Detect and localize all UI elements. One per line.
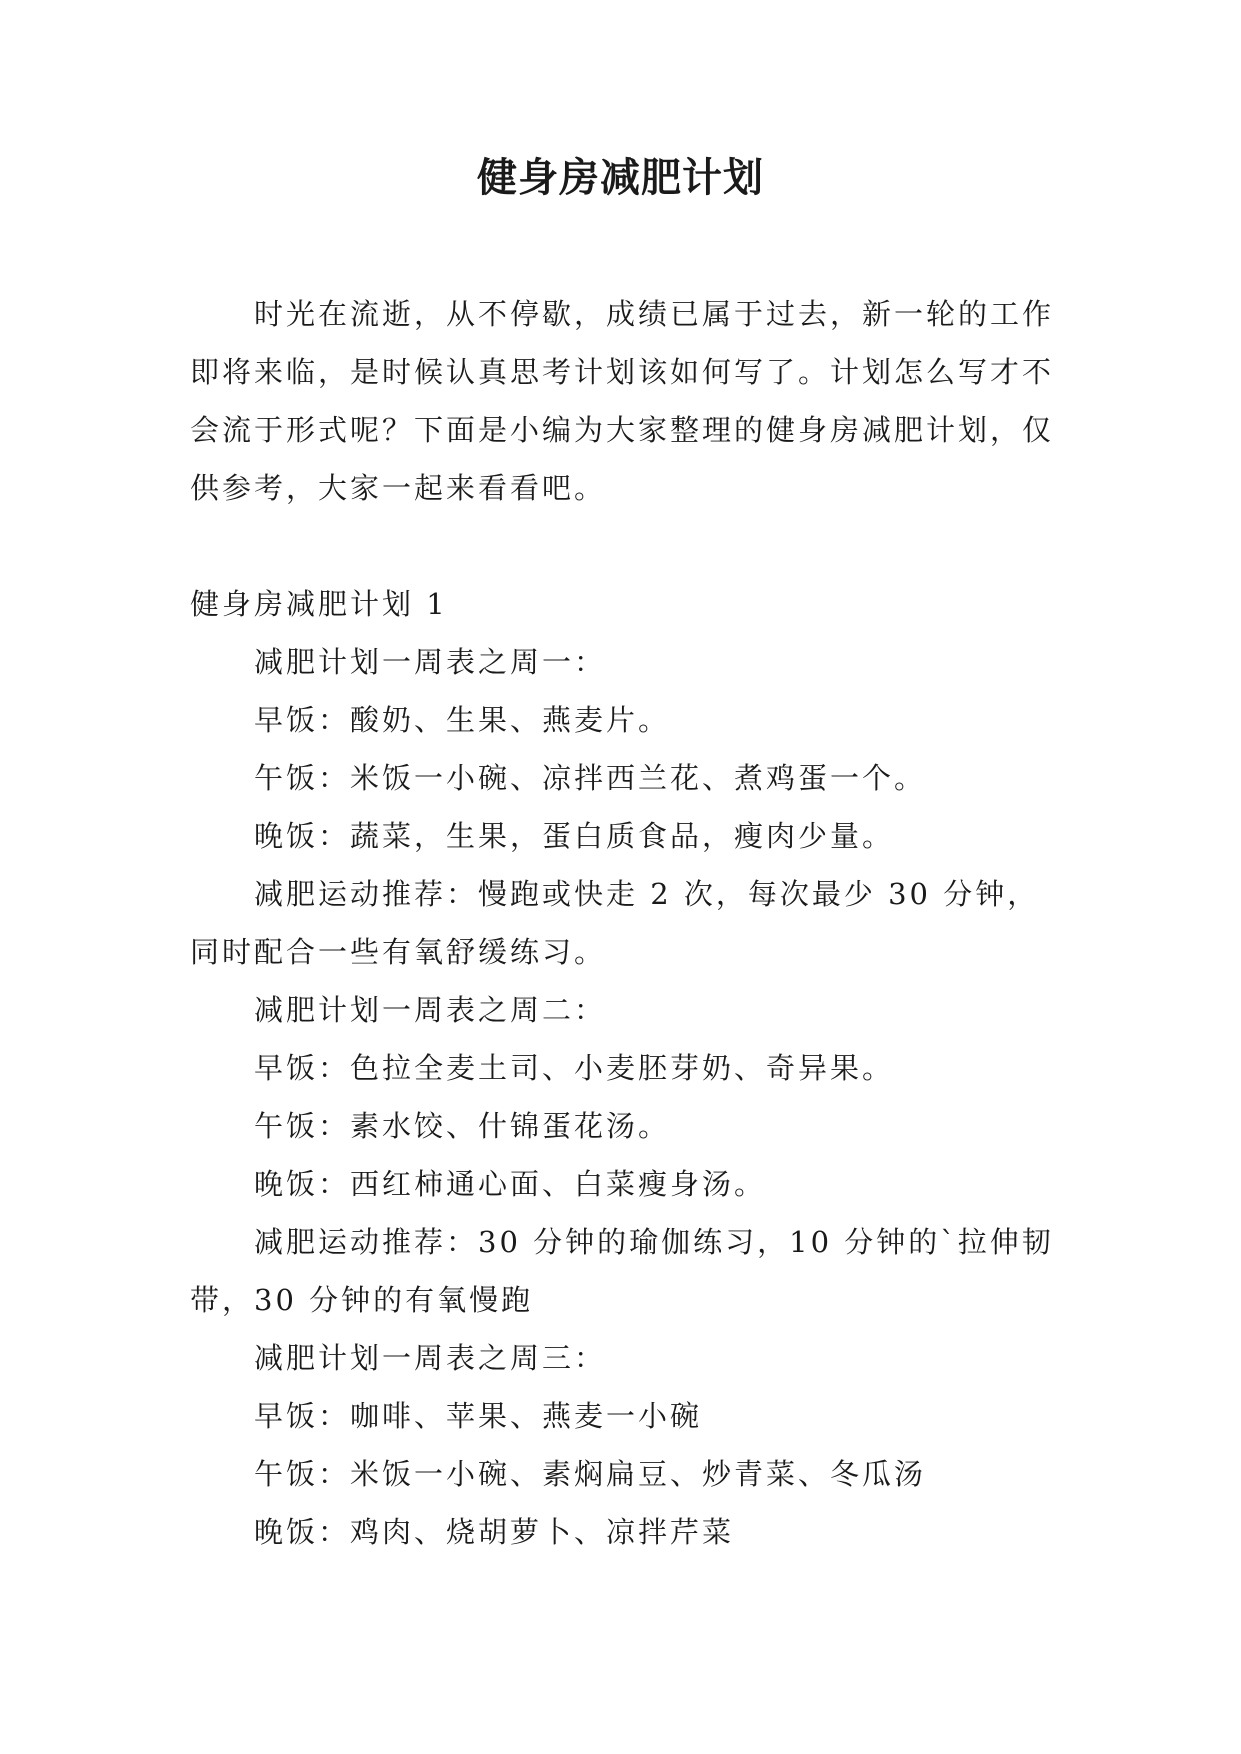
section-heading: 健身房减肥计划 1	[190, 587, 448, 621]
paragraph-monday-heading: 减肥计划一周表之周一：	[254, 645, 607, 679]
paragraph-monday-dinner: 晚饭：蔬菜，生果，蛋白质食品，瘦肉少量。	[254, 819, 895, 853]
paragraph-wednesday-heading: 减肥计划一周表之周三：	[254, 1341, 607, 1375]
paragraph-wednesday-dinner: 晚饭：鸡肉、烧胡萝卜、凉拌芹菜	[254, 1515, 735, 1549]
paragraph-monday-exercise: 减肥运动推荐：慢跑或快走 2 次，每次最少 30 分钟，同时配合一些有氧舒缓练习。	[190, 877, 1040, 969]
paragraph-tuesday-dinner: 晚饭：西红柿通心面、白菜瘦身汤。	[254, 1167, 767, 1201]
paragraph-tuesday-lunch: 午饭：素水饺、什锦蛋花汤。	[254, 1109, 671, 1143]
document-body	[190, 575, 1058, 1561]
paragraph-tuesday-breakfast: 早饭：色拉全麦土司、小麦胚芽奶、奇异果。	[254, 1051, 895, 1085]
paragraph-tuesday-exercise: 减肥运动推荐：30 分钟的瑜伽练习，10 分钟的`拉伸韧带，30 分钟的有氧慢跑	[190, 1225, 1054, 1317]
document-title: 健身房减肥计划	[477, 155, 764, 201]
paragraph-wednesday-breakfast: 早饭：咖啡、苹果、燕麦一小碗	[254, 1399, 703, 1433]
paragraph-tuesday-heading: 减肥计划一周表之周二：	[254, 993, 607, 1027]
paragraph-monday-breakfast: 早饭：酸奶、生果、燕麦片。	[254, 703, 671, 737]
paragraph-wednesday-lunch: 午饭：米饭一小碗、素焖扁豆、炒青菜、冬瓜汤	[254, 1457, 927, 1491]
paragraph-monday-lunch: 午饭：米饭一小碗、凉拌西兰花、煮鸡蛋一个。	[254, 761, 927, 795]
intro-paragraph: 时光在流逝，从不停歇，成绩已属于过去，新一轮的工作即将来临，是时候认真思考计划该如何写了。计划怎么写才不会流于形式呢？下面是小编为大家整理的健身房减肥计划，仅供参考，大家一起来看看吧。	[190, 297, 1055, 505]
